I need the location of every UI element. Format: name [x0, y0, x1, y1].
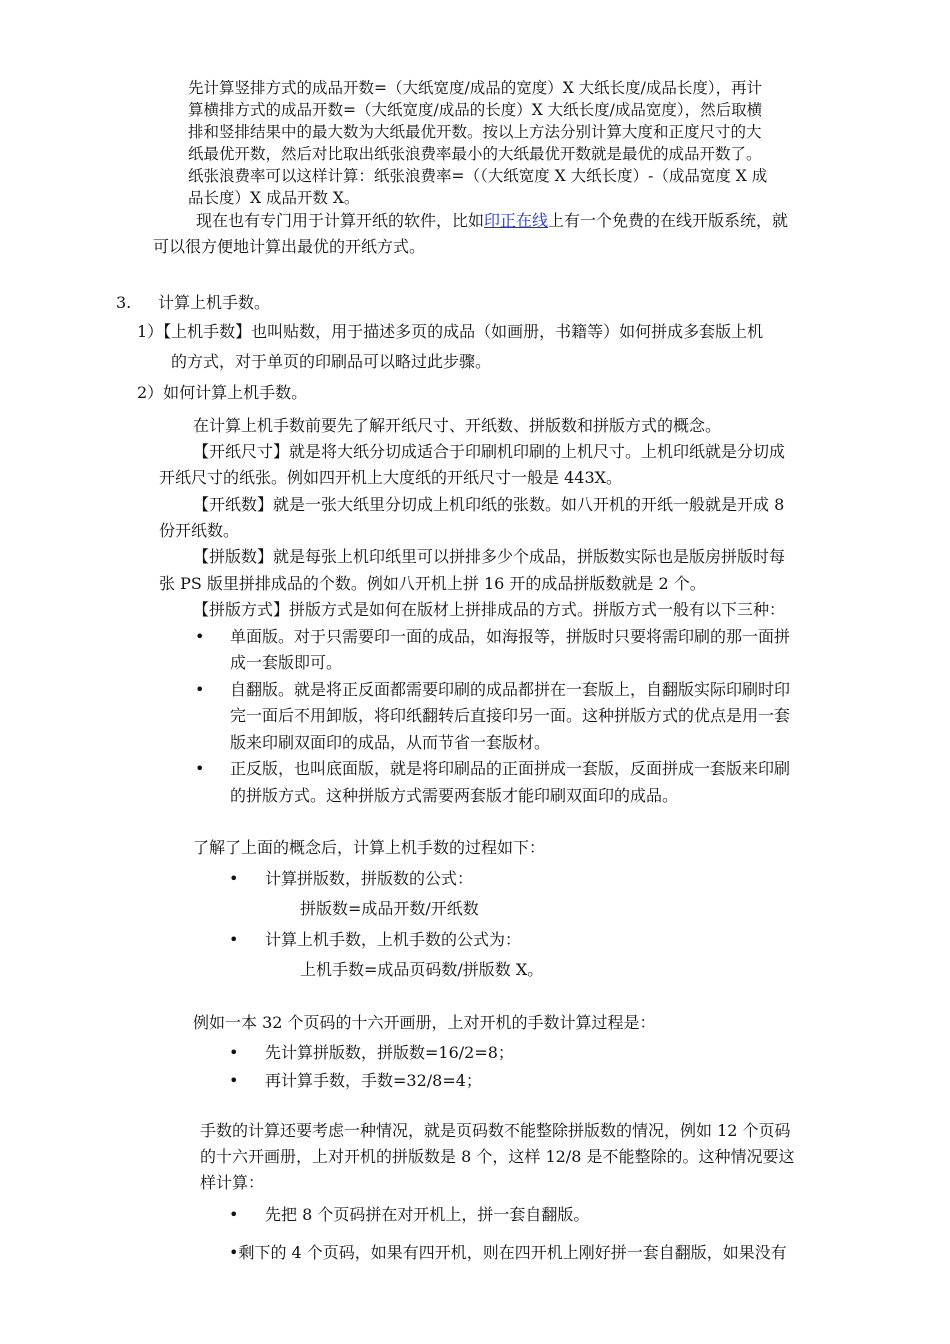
bullet-marker: • — [229, 869, 239, 888]
paragraph-line: 先计算竖排方式的成品开数=（大纸宽度/成品的宽度）X 大纸长度/成品长度），再计 — [188, 79, 763, 97]
bullet-marker: • — [195, 759, 205, 778]
paragraph-line: 【开纸尺寸】就是将大纸分切成适合于印刷机印刷的上机尺寸。上机印纸就是分切成 — [193, 442, 786, 461]
paragraph-line: 排和竖排结果中的最大数为大纸最优开数。按以上方法分别计算大度和正度尺寸的大 — [188, 123, 762, 141]
paragraph-line: 例如一本 32 个页码的十六开画册，上对开机的手数计算过程是： — [193, 1013, 656, 1032]
paragraph-line: 【开纸数】就是一张大纸里分切成上机印纸的张数。如八开机的开纸一般就是开成 8 — [193, 495, 785, 514]
paragraph-line: 品长度）X 成品开数 X。 — [188, 189, 360, 207]
paragraph-line: 算横排方式的成品开数=（大纸宽度/成品的长度）X 大纸长度/成品宽度），然后取横 — [188, 101, 763, 119]
remainder-step: 先把 8 个页码拼在对开机上，拼一套自翻版。 — [265, 1205, 590, 1224]
bullet-line: 正反版，也叫底面版，就是将印刷品的正面拼成一套版，反面拼成一套版来印刷 — [230, 759, 791, 778]
bullet-line: 的拼版方式。这种拼版方式需要两套版才能印刷双面印的成品。 — [230, 786, 679, 805]
bullet-marker: • — [229, 930, 239, 949]
example-step: 再计算手数，手数=32/8=4； — [265, 1071, 482, 1090]
bullet-line: 单面版。对于只需要印一面的成品，如海报等，拼版时只要将需印刷的那一面拼 — [230, 627, 791, 646]
example-step: 先计算拼版数，拼版数=16/2=8； — [265, 1043, 514, 1062]
section-title: 计算上机手数。 — [158, 293, 271, 312]
paragraph-line: 了解了上面的概念后，计算上机手数的过程如下： — [193, 838, 546, 857]
paragraph-text: 上有一个免费的在线开版系统，就 — [548, 211, 789, 230]
bullet-marker: • — [229, 1043, 239, 1062]
paragraph-line: 的十六开画册，上对开机的拼版数是 8 个，这样 12/8 是不能整除的。这种情况要这 — [200, 1147, 795, 1166]
paragraph-line: 【拼版方式】拼版方式是如何在版材上拼排成品的方式。拼版方式一般有以下三种： — [193, 600, 786, 619]
bullet-line: 版来印刷双面印的成品，从而节省一套版材。 — [230, 733, 551, 752]
paragraph-line: 开纸尺寸的纸张。例如四开机上大度纸的开纸尺寸一般是 443X。 — [159, 468, 623, 487]
section-number: 3. — [116, 293, 132, 312]
paragraph-line: 份开纸数。 — [159, 521, 240, 540]
paragraph-text: 现在也有专门用于计算开纸的软件，比如 — [196, 211, 485, 230]
remainder-step: •剩下的 4 个页码，如果有四开机，则在四开机上刚好拼一套自翻版，如果没有 — [229, 1243, 787, 1262]
paragraph-line: 可以很方便地计算出最优的开纸方式。 — [153, 237, 426, 256]
paragraph-line: 样计算： — [200, 1173, 265, 1192]
bullet-marker: • — [195, 627, 205, 646]
formula: 拼版数=成品开数/开纸数 — [300, 899, 479, 918]
bullet-line: 完一面后不用卸版，将印纸翻转后直接印另一面。这种拼版方式的优点是用一套 — [230, 706, 791, 725]
paragraph-line: 张 PS 版里拼排成品的个数。例如八开机上拼 16 开的成品拼版数就是 2 个。 — [159, 574, 706, 593]
paragraph-line: 在计算上机手数前要先了解开纸尺寸、开纸数、拼版数和拼版方式的概念。 — [193, 416, 722, 435]
formula: 上机手数=成品页码数/拼版数 X。 — [300, 960, 544, 979]
bullet-line: 成一套版即可。 — [230, 653, 343, 672]
paragraph-line: 【拼版数】就是每张上机印纸里可以拼排多少个成品，拼版数实际也是版房拼版时每 — [193, 547, 786, 566]
paragraph-line: 纸最优开数，然后对比取出纸张浪费率最小的大纸最优开数就是最优的成品开数了。 — [188, 145, 762, 163]
process-step: 计算上机手数，上机手数的公式为： — [265, 930, 522, 949]
bullet-line: 自翻版。就是将正反面都需要印刷的成品都拼在一套版上，自翻版实际印刷时印 — [230, 680, 791, 699]
bullet-marker: • — [195, 680, 205, 699]
list-item-line: 2）如何计算上机手数。 — [137, 383, 308, 402]
list-item-line: 1）【上机手数】也叫贴数，用于描述多页的成品（如画册，书籍等）如何拼成多套版上机 — [137, 322, 764, 341]
process-step: 计算拼版数，拼版数的公式： — [265, 869, 474, 888]
bullet-marker: • — [229, 1205, 239, 1224]
paragraph-line: 纸张浪费率可以这样计算：纸张浪费率=（（大纸宽度 X 大纸长度）-（成品宽度 X 成 — [188, 167, 768, 185]
paragraph-line: 手数的计算还要考虑一种情况，就是页码数不能整除拼版数的情况，例如 12 个页码 — [200, 1121, 791, 1140]
list-item-line: 的方式，对于单页的印刷品可以略过此步骤。 — [171, 352, 492, 371]
software-paragraph-line — [196, 211, 788, 231]
bullet-marker: • — [229, 1071, 239, 1090]
online-service-link[interactable]: 印正在线 — [484, 211, 549, 230]
